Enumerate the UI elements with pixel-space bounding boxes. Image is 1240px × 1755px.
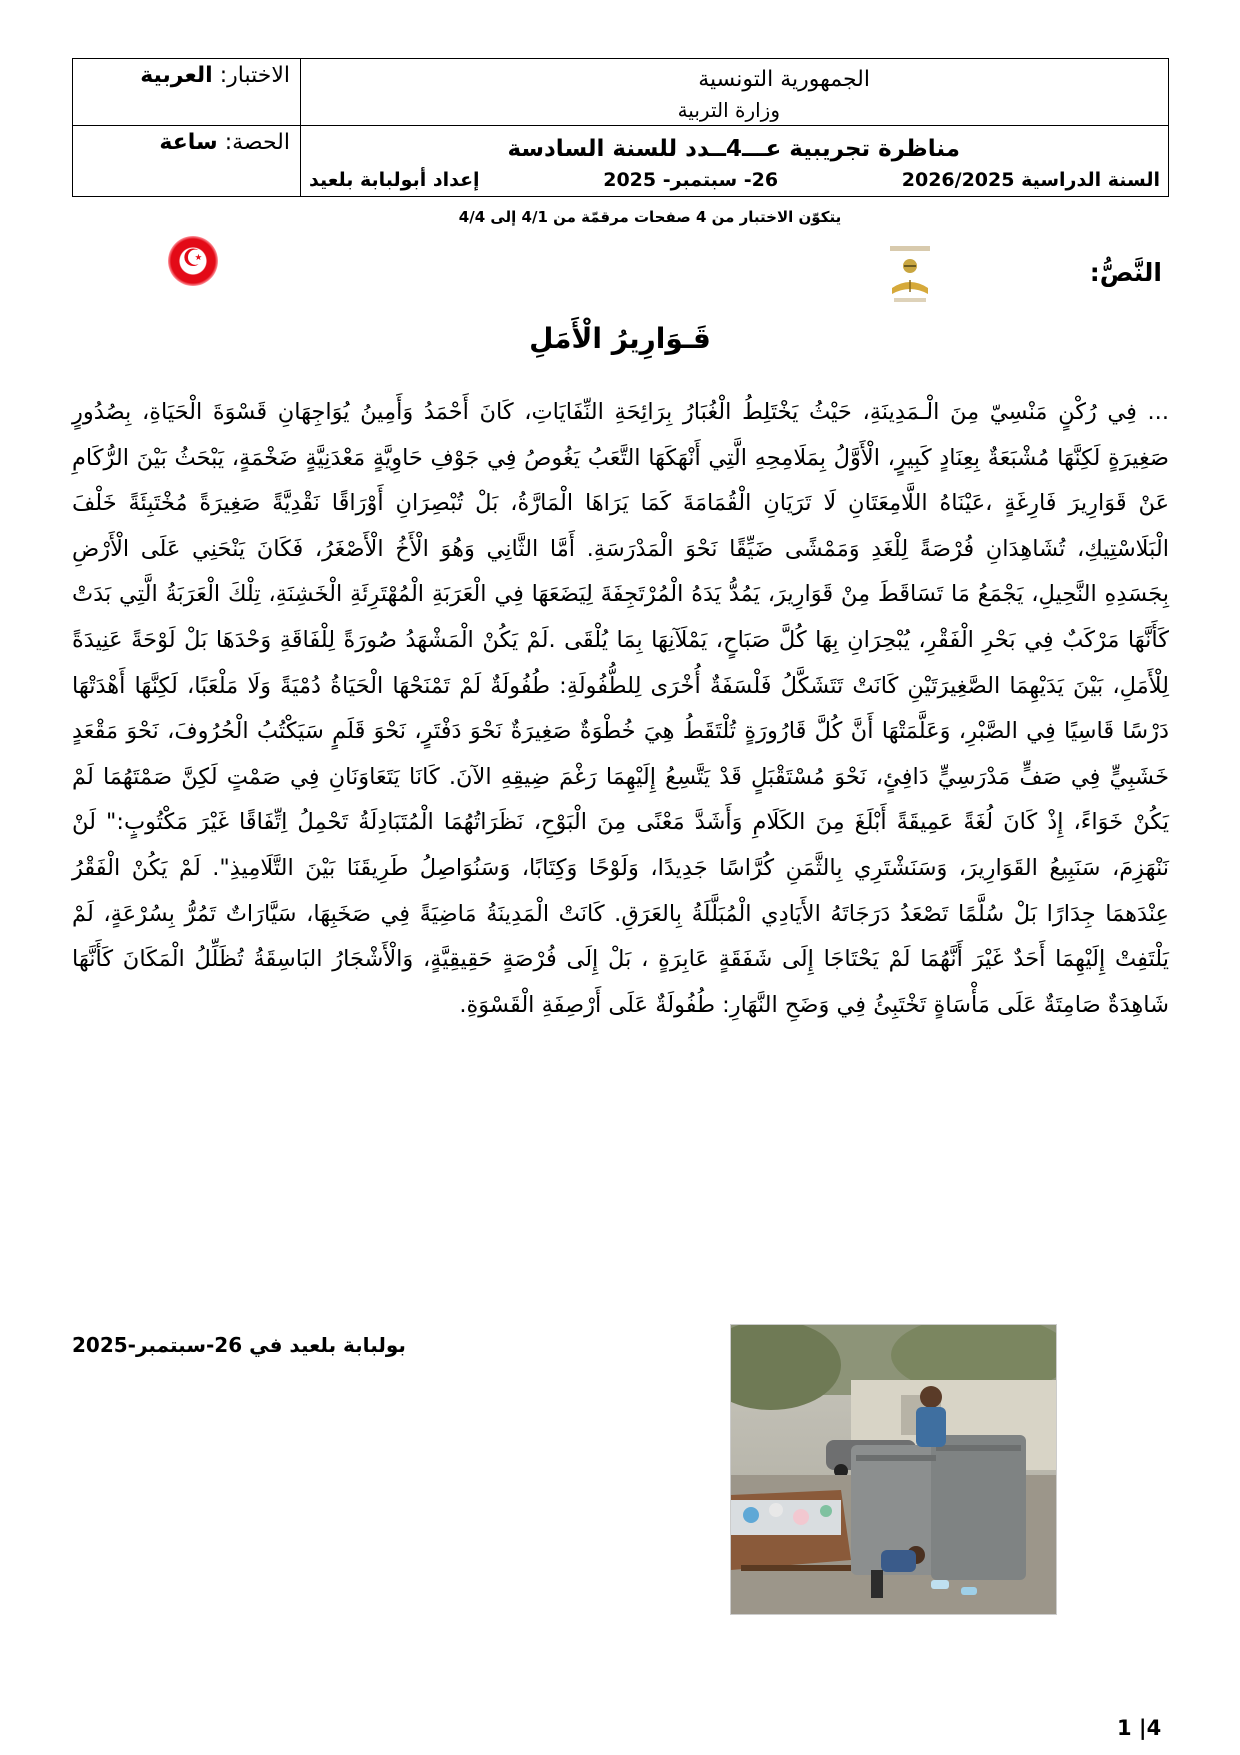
story-body: ... فِي رُكْنٍ مَنْسِيّ مِنَ الْـمَدِينَةِ، حَيْثُ يَخْتَلِطُ الْغُبَارُ بِرَائِحَةِ النِّفَايَاتِ، كَانَ أَحْمَدُ وَأَمِينُ يُوَاجِهَانِ قَسْوَةَ الْحَيَاةِ، بِصُدُورٍ صَغِيرَةٍ لَكِنَّهَا مُشْبَعَةٌ بِعِنَادٍ كَبِيرٍ، الْأَوَّلُ بِمَلَامِحِهِ الَّتِي أَنْهَكَهَا التَّعَبُ يَغُوصُ فِي جَوْفِ حَاوِيَّةٍ مَعْدَنِيَّةٍ ضَخْمَةٍ، يَبْحَثُ بَيْنَ الرُّكَامِ عَنْ قَوَارِيرَ فَارِغَةٍ ،عَيْنَاهُ اللَّامِعَتَانِ لَا تَرَيَانِ الْقُمَامَةَ كَمَا يَرَاهَا الْمَارَّةُ، بَلْ تُبْصِرَانِ أَوْرَاقًا نَقْدِيَّةً صَغِيرَةً مُخْتَبِئَةً خَلْفَ الْبَلَاسْتِيكِ، تُشَاهِدَانِ فُرْصَةً لِلْغَدِ وَمَمْشًى ضَيِّقًا نَحْوَ الْمَدْرَسَةِ. أَمَّا الثَّانِي وَهُوَ الْأَخُ الْأَصْغَرُ، فَكَانَ يَنْحَنِي عَلَى الْأَرْضِ بِجَسَدِهِ النَّحِيلِ، يَجْمَعُ مَا تَسَاقَطَ مِنْ قَوَارِيرَ، يَمُدُّ يَدَهُ الْمُرْتَجِفَةَ لِيَضَعَهَا فِي الْعَرَبَةِ الْمُهْتَرِئَةِ الْخَشِنَةِ، تِلْكَ الْعَرَبَةُ الَّتِي بَدَتْ كَأَنَّهَا مَرْكَبٌ فِي بَحْرِ الْفَقْرِ، يُبْحِرَانِ بِهَا كُلَّ صَبَاحٍ، يَمْلَآنِهَا بِمَا يُلْقَى .لَمْ يَكُنْ الْمَشْهَدُ صُورَةً لِلْفَاقَةِ وَحْدَهَا بَلْ لَوْحَةً عَنِيدَةً لِلْأَمَلِ، بَيْنَ يَدَيْهِمَا الصَّغِيرَتَيْنِ كَانَتْ تَتَشَكَّلُ فَلْسَفَةٌ أُخْرَى لِلطُّفُولَةِ: طُفُولَةٌ لَمْ تَمْنَحْهَا الْحَيَاةُ دُمْيَةً وَلَا مَلْعَبًا، لَكِنَّهَا أَهْدَتْهَا دَرْسًا قَاسِيًا فِي الصَّبْرِ، وَعَلَّمَتْهَا أَنَّ كُلَّ قَارُورَةٍ تُلْتَقَطُ هِيَ خُطْوَةٌ صَغِيرَةٌ نَحْوَ دَفْتَرٍ، نَحْوَ قَلَمٍ سَيَكْتُبُ الْحُرُوفَ، نَحْوَ مَقْعَدٍ خَشَبِيٍّ فِي صَفٍّ مَدْرَسِيٍّ دَافِئٍ، نَحْوَ مُسْتَقْبَلٍ قَدْ يَتَّسِعُ إِلَيْهِمَا رَغْمَ ضِيقِهِ الآنَ. كَانَا يَتَعَاوَنَانِ فِي صَمْتٍ لَكِنَّ صَمْتَهُمَا لَمْ يَكُنْ خَوَاءً، إِذْ كَانَ لُغَةً عَمِيقَةً أَبْلَغَ مِنَ الكَلَامِ وَأَشَدَّ مَعْنًى مِنَ الْبَوْحِ، نَظَرَاتُهُمَا الْمُتَبَادِلَةُ تَحْمِلُ اِتِّفَاقًا غَيْرَ مَكْتُوبٍ:" لَنْ نَنْهَزِمَ، سَنَبِيعُ القَوَارِيرَ، وَسَنَشْتَرِي بِالثَّمَنِ كُرَّاسًا جَدِيدًا، وَلَوْحًا وَكِتَابًا، وَسَنُوَاصِلُ طَرِيقَنَا بَيْنَ التَّلَامِيذِ". لَمْ يَكُنْ الْفَقْرُ عِنْدَهمَا جِدَارًا بَلْ سُلَّمًا تَصْعَدُ دَرَجَاتَهُ الأَيَادِي الْمُبَلَّلَةُ بِالعَرَقِ. كَانَتْ الْمَدِينَةُ مَاضِيَةً فِي صَخَبِهَا، سَيَّارَاتٌ تَمُرُّ بِسُرْعَةٍ، لَمْ يَلْتَفِتْ إِلَيْهِمَا أَحَدٌ غَيْرَ أَنَّهُمَا لَمْ يَحْتَاجَا إِلَى شَفَقَةٍ عَابِرَةٍ ، بَلْ إِلَى فُرْصَةٍ حَقِيقِيَّةٍ، وَالْأَشْجَارُ البَاسِقَةُ تُظَلِّلُ الْمَكَانَ كَأَنَّهَا شَاهِدَةٌ صَامِتَةٌ عَلَى مَأْسَاةٍ تَخْتَبِئُ فِي وَضَحِ النَّهَارِ: طُفُولَةٌ عَلَى أَرْصِفَةِ الْقَسْوَةِ. [72, 399, 1169, 1018]
exam-subject-cell [73, 59, 301, 126]
republic-name: الجمهورية التونسية [698, 67, 870, 92]
duration-label: الحصة: [224, 130, 290, 155]
tunisia-flag-icon: ☪ [168, 236, 218, 286]
exam-meta [309, 166, 1160, 196]
exam-date: 26- سبتمبر- 2025 [603, 169, 779, 191]
header-table [72, 58, 1169, 197]
signature: بولبابة بلعيد في 26-سبتمبر-2025 [72, 1333, 406, 1357]
story-photo [730, 1324, 1057, 1615]
duration-cell [73, 126, 301, 197]
exam-subject: العربية [140, 63, 213, 88]
school-year: السنة الدراسية 2026/2025 [901, 169, 1160, 191]
contest-title: مناظرة تجريبية عـــ4ــدد للسنة السادسة [507, 136, 960, 162]
header-contest-cell [301, 126, 1169, 197]
exam-label: الاختبار: [219, 63, 290, 88]
text-section-label: النَّصُّ: [1089, 258, 1162, 287]
ministry-emblem-icon [884, 246, 936, 306]
header-institution-cell [301, 59, 1169, 126]
story-title: قَـوَارِيرُ الْأَمَلِ [529, 322, 711, 355]
duration-value: ساعة [159, 130, 218, 155]
author: إعداد أبولبابة بلعيد [309, 169, 480, 191]
pages-note: يتكوّن الاختبار من 4 صفحات مرقمّة من 4/1 إلى 4/4 [458, 208, 842, 226]
ministry-name: وزارة التربية [677, 98, 780, 122]
page-number: 1 |4 [1117, 1716, 1162, 1740]
